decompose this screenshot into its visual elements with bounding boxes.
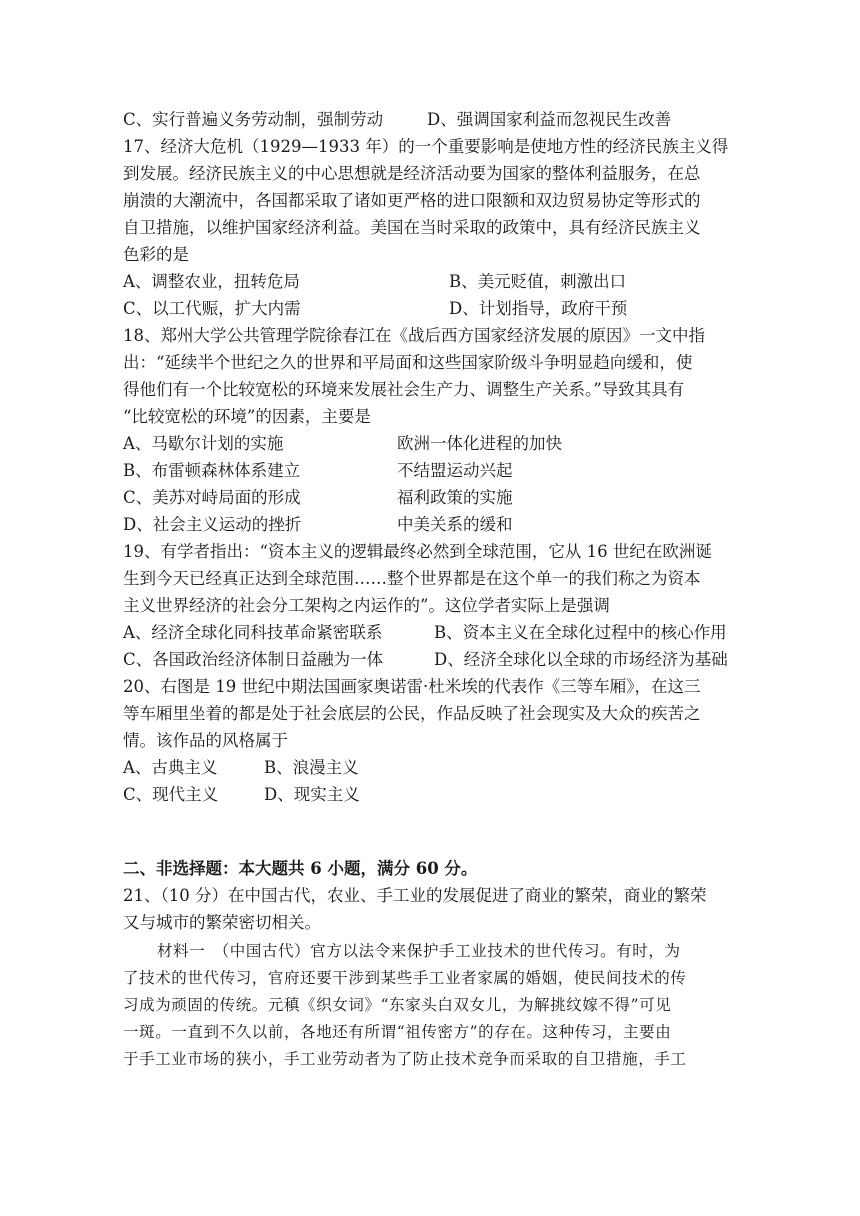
q21-material-line: 材料一 （中国古代）官方以法令来保护手工业技术的世代传习。有时，为: [157, 942, 681, 960]
q19-option-a: A、经济全球化同科技革命紧密联系: [123, 623, 383, 642]
q18-option-b-left: B、布雷顿森林体系建立: [123, 461, 301, 480]
q18-stem-line: 出：“延续半个世纪之久的世界和平局面和这些国家阶级斗争明显趋向缓和，使: [123, 353, 693, 372]
q19-stem-line: 生到今天已经真正达到全球范围……整个世界都是在这个单一的我们称之为资本: [123, 569, 701, 588]
q18-option-d-left: D、社会主义运动的挫折: [123, 515, 302, 534]
q17-stem-line: 色彩的是: [123, 245, 189, 264]
q19-option-b: B、资本主义在全球化过程中的核心作用: [434, 623, 727, 642]
section-heading: 二、非选择题：本大题共 6 小题，满分 60 分。: [123, 859, 478, 878]
q18-option-a-right: 欧洲一体化进程的加快: [397, 434, 562, 453]
q20-option-c: C、现代主义: [123, 785, 219, 804]
q21-material-line: 于手工业市场的狭小，手工业劳动者为了防止技术竞争而采取的自卫措施，手工: [123, 1050, 687, 1068]
q20-option-b: B、浪漫主义: [264, 758, 359, 777]
q21-stem-line: 又与城市的繁荣密切相关。: [123, 913, 321, 932]
q20-stem-line: 等车厢里坐着的都是处于社会底层的公民，作品反映了社会现实及大众的疾苦之: [123, 704, 701, 723]
q18-option-a-left: A、马歇尔计划的实施: [123, 434, 284, 453]
q17-stem-line: 17、经济大危机（1929—1933 年）的一个重要影响是使地方性的经济民族主义得: [123, 137, 729, 156]
q18-stem-line: 18、郑州大学公共管理学院徐春江在《战后西方国家经济发展的原因》一文中指: [123, 326, 705, 345]
q19-stem-line: 主义世界经济的社会分工架构之内运作的”。这位学者实际上是强调: [123, 596, 610, 615]
q17-stem-line: 自卫措施，以维护国家经济利益。美国在当时采取的政策中，具有经济民族主义: [123, 218, 701, 237]
q17-option-c: C、以工代赈，扩大内需: [123, 299, 301, 318]
q21-stem-line: 21、（10 分）在中国古代，农业、手工业的发展促进了商业的繁荣，商业的繁荣: [123, 886, 707, 905]
q17-option-b: B、美元贬值，刺激出口: [449, 272, 627, 291]
q21-material-line: 了技术的世代传习，官府还要干涉到某些手工业者家属的婚姻，使民间技术的传: [123, 969, 687, 987]
q17-stem-line: 到发展。经济民族主义的中心思想就是经济活动要为国家的整体利益服务，在总: [123, 164, 701, 183]
q20-option-a: A、古典主义: [123, 758, 218, 777]
q20-stem-line: 情。该作品的风格属于: [123, 731, 288, 750]
q18-stem-line: 得他们有一个比较宽松的环境来发展社会生产力、调整生产关系。”导致其具有: [123, 380, 685, 399]
q19-option-d: D、经济全球化以全球的市场经济为基础: [434, 650, 728, 669]
q16-option-c: C、实行普遍义务劳动制，强制劳动: [123, 110, 384, 129]
q18-option-b-right: 不结盟运动兴起: [397, 461, 513, 480]
q17-option-d: D、计划指导，政府干预: [449, 299, 628, 318]
q20-option-d: D、现实主义: [264, 785, 360, 804]
q21-material-line: 一斑。一直到不久以前，各地还有所谓“祖传密方”的存在。这种传习，主要由: [123, 1023, 672, 1041]
q18-stem-line: “比较宽松的环境”的因素，主要是: [123, 407, 371, 426]
q21-material-line: 习成为顽固的传统。元稹《织女词》“东家头白双女儿，为解挑纹嫁不得”可见: [123, 996, 672, 1014]
q18-option-c-right: 福利政策的实施: [397, 488, 513, 507]
q17-option-a: A、调整农业，扭转危局: [123, 272, 300, 291]
q18-option-d-right: 中美关系的缓和: [397, 515, 513, 534]
q18-option-c-left: C、美苏对峙局面的形成: [123, 488, 301, 507]
q17-stem-line: 崩溃的大潮流中，各国都采取了诸如更严格的进口限额和双边贸易协定等形式的: [123, 191, 701, 210]
q20-stem-line: 20、右图是 19 世纪中期法国画家奥诺雷·杜米埃的代表作《三等车厢》，在这三: [123, 677, 701, 696]
q19-stem-line: 19、有学者指出：“资本主义的逻辑最终必然到全球范围，它从 16 世纪在欧洲诞: [123, 542, 712, 561]
q19-option-c: C、各国政治经济体制日益融为一体: [123, 650, 384, 669]
q16-option-d: D、强调国家利益而忽视民生改善: [427, 110, 672, 129]
